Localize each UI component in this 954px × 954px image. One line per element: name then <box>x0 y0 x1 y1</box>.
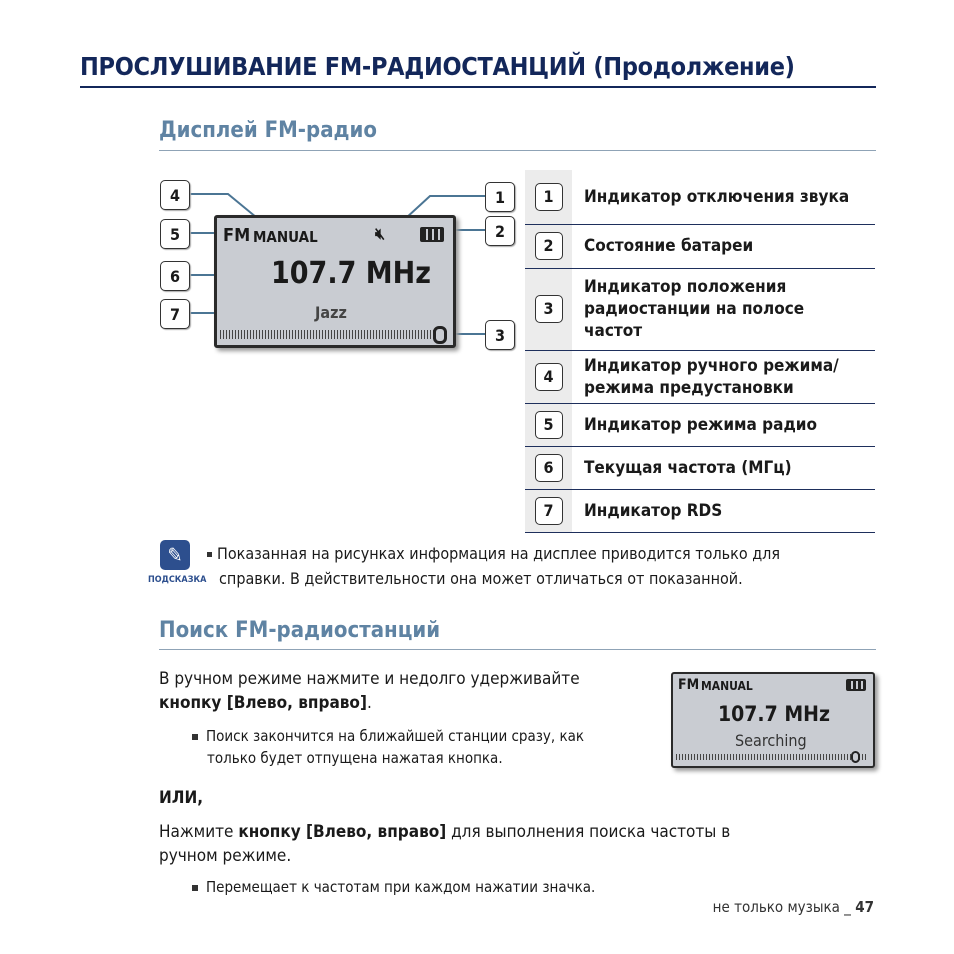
legend-number: 7 <box>535 497 563 525</box>
callout-6: 6 <box>160 261 190 291</box>
legend-number: 6 <box>535 454 563 482</box>
callout-5: 5 <box>160 219 190 249</box>
legend-label: Индикатор положения радиостанции на полосе частот <box>572 268 875 350</box>
note-line-2: справки. В действительности она может отличаться от показанной. <box>219 569 743 588</box>
legend-label: Индикатор ручного режима/ режима предустановки <box>572 350 875 403</box>
legend-table <box>525 170 875 533</box>
frequency: 107.7 MHz <box>271 256 431 291</box>
legend-number: 4 <box>535 363 563 391</box>
legend-row <box>525 170 875 224</box>
text: В ручном режиме нажмите и недолго удерживайте <box>159 669 580 689</box>
callout-1: 1 <box>485 182 515 212</box>
legend-number: 1 <box>535 183 563 211</box>
text: Нажмите <box>159 822 239 842</box>
battery-icon <box>420 227 444 242</box>
frequency: 107.7 MHz <box>718 702 830 726</box>
legend-row <box>525 224 875 268</box>
button-name: кнопку [Влево, вправо] <box>159 693 367 713</box>
search-display-diagram <box>671 672 875 768</box>
fm-mode-indicator: FM <box>678 677 700 693</box>
callout-2: 2 <box>485 216 515 246</box>
footer-text: не только музыка _ <box>712 898 856 916</box>
frequency-band <box>676 754 868 760</box>
legend-label: Текущая частота (МГц) <box>572 446 875 489</box>
callout-4: 4 <box>160 180 190 210</box>
text: . <box>366 693 372 713</box>
bullet-2 <box>192 876 595 898</box>
page-footer <box>713 898 874 916</box>
note-line-1: Показанная на рисунках информация на дисплее приводится только для <box>217 544 781 563</box>
text: Перемещает к частотам при каждом нажатии значка. <box>206 878 596 896</box>
text: Поиск закончится на ближайшей станции сразу, как <box>206 727 585 745</box>
note-text <box>207 543 780 565</box>
legend-row <box>525 489 875 532</box>
mute-icon: 🔇︎ <box>375 224 386 243</box>
legend-number: 3 <box>535 295 563 323</box>
callout-7: 7 <box>160 299 190 329</box>
section-heading-search: Поиск FM-радиостанций <box>159 618 441 643</box>
legend-label: Состояние батареи <box>572 224 875 268</box>
legend-label: Индикатор отключения звука <box>572 170 875 224</box>
battery-icon <box>846 679 866 691</box>
bullet-1-cont: только будет отпущена нажатая кнопка. <box>207 749 503 767</box>
rds-text: Jazz <box>315 303 347 322</box>
bullet-1 <box>192 725 584 747</box>
manual-indicator: MANUAL <box>701 679 753 693</box>
fm-mode-indicator: FM <box>223 225 251 246</box>
manual-indicator: MANUAL <box>253 228 318 246</box>
text: для выполнения поиска частоты в <box>446 822 731 842</box>
paragraph-1 <box>159 667 580 715</box>
search-status: Searching <box>735 731 807 750</box>
or-label: ИЛИ, <box>159 788 204 808</box>
page-title: ПРОСЛУШИВАНИЕ FM-РАДИОСТАНЦИЙ (Продолжение) <box>80 52 795 81</box>
section-rule <box>159 649 876 650</box>
legend-label: Индикатор режима радио <box>572 403 875 446</box>
note-icon: ✎ <box>160 540 190 570</box>
frequency-band <box>220 330 448 339</box>
legend-row <box>525 268 875 350</box>
legend-row <box>525 350 875 403</box>
legend-row <box>525 403 875 446</box>
section-heading-display: Дисплей FM-радио <box>159 118 378 143</box>
button-name: кнопку [Влево, вправо] <box>238 822 447 842</box>
legend-number: 2 <box>535 232 563 260</box>
callout-3: 3 <box>485 320 515 350</box>
legend-row <box>525 446 875 489</box>
band-position-indicator <box>851 751 860 763</box>
fm-display-diagram <box>214 215 456 348</box>
paragraph-2 <box>159 820 730 868</box>
band-position-indicator <box>433 326 447 344</box>
legend-label: Индикатор RDS <box>572 489 875 532</box>
note-badge: ПОДСКАЗКА <box>148 575 207 585</box>
text: ручном режиме. <box>159 846 292 866</box>
page-number: 47 <box>855 898 874 916</box>
legend-number: 5 <box>535 411 563 439</box>
